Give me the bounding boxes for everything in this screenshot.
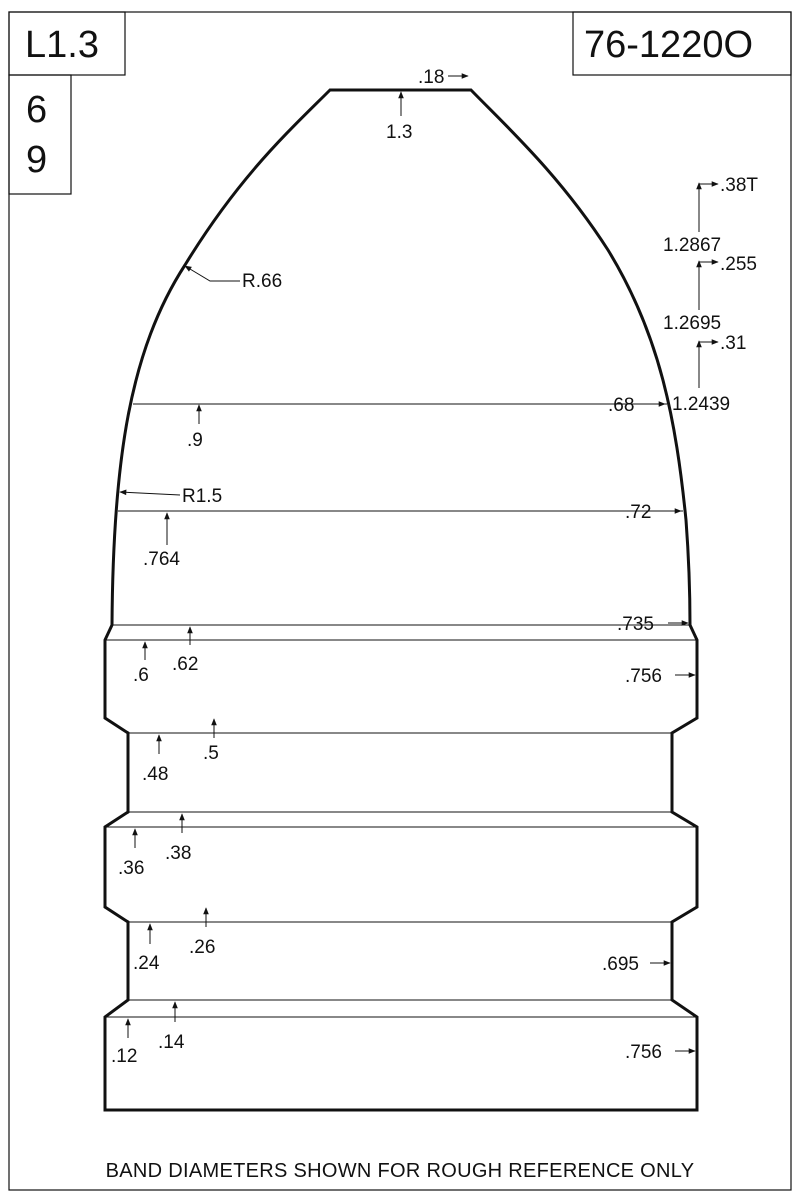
reference-note: BAND DIAMETERS SHOWN FOR ROUGH REFERENCE ONLY: [105, 1160, 695, 1182]
groove-2-height-b: .26: [189, 937, 216, 958]
right-column-label-4: 1.2695: [663, 313, 722, 334]
meplat-height-label: 1.3: [386, 122, 413, 143]
groove-1-height-a: .48: [142, 764, 169, 785]
groove-2-diameter-label: .695: [602, 954, 639, 975]
ogive-radius-label: R.66: [242, 271, 283, 292]
band-1-height-a: .6: [133, 665, 149, 686]
meplat-diameter-label: .18: [418, 67, 445, 88]
band-1-height-b: .62: [172, 654, 199, 675]
section-2-diameter-label: .72: [625, 502, 652, 523]
upper-body-radius-label: R1.5: [182, 486, 223, 507]
section-1-diameter-label: .68: [608, 395, 635, 416]
right-column-label-3: .255: [720, 254, 757, 275]
dimension-leaders: [120, 76, 718, 1051]
right-column-label-1: .38T: [720, 175, 759, 196]
right-column-label-2: 1.2867: [663, 235, 722, 256]
right-column-label-5: .31: [720, 333, 747, 354]
band-2-height-a: .36: [118, 858, 145, 879]
band-2-height-b: .38: [165, 843, 192, 864]
part-number: 76-1220O: [584, 24, 754, 66]
right-column-label-6: 1.2439: [672, 394, 731, 415]
groove-2-height-a: .24: [133, 953, 160, 974]
cavity-count-line-2: 9: [26, 139, 48, 181]
band-1-diameter-label: .756: [625, 666, 662, 687]
cavity-count-line-1: 6: [26, 89, 48, 131]
section-2-height-label: .764: [143, 549, 180, 570]
mold-code: L1.3: [25, 24, 99, 66]
section-1-height-label: .9: [187, 430, 203, 451]
band-3-diameter-label: .756: [625, 1042, 662, 1063]
band-3-height-b: .14: [158, 1032, 185, 1053]
groove-1-height-b: .5: [203, 743, 219, 764]
drawing-frame: [9, 12, 791, 1190]
dimension-labels: [111, 67, 758, 1067]
band-3-height-a: .12: [111, 1046, 138, 1067]
section-3-diameter-label: .735: [617, 614, 654, 635]
